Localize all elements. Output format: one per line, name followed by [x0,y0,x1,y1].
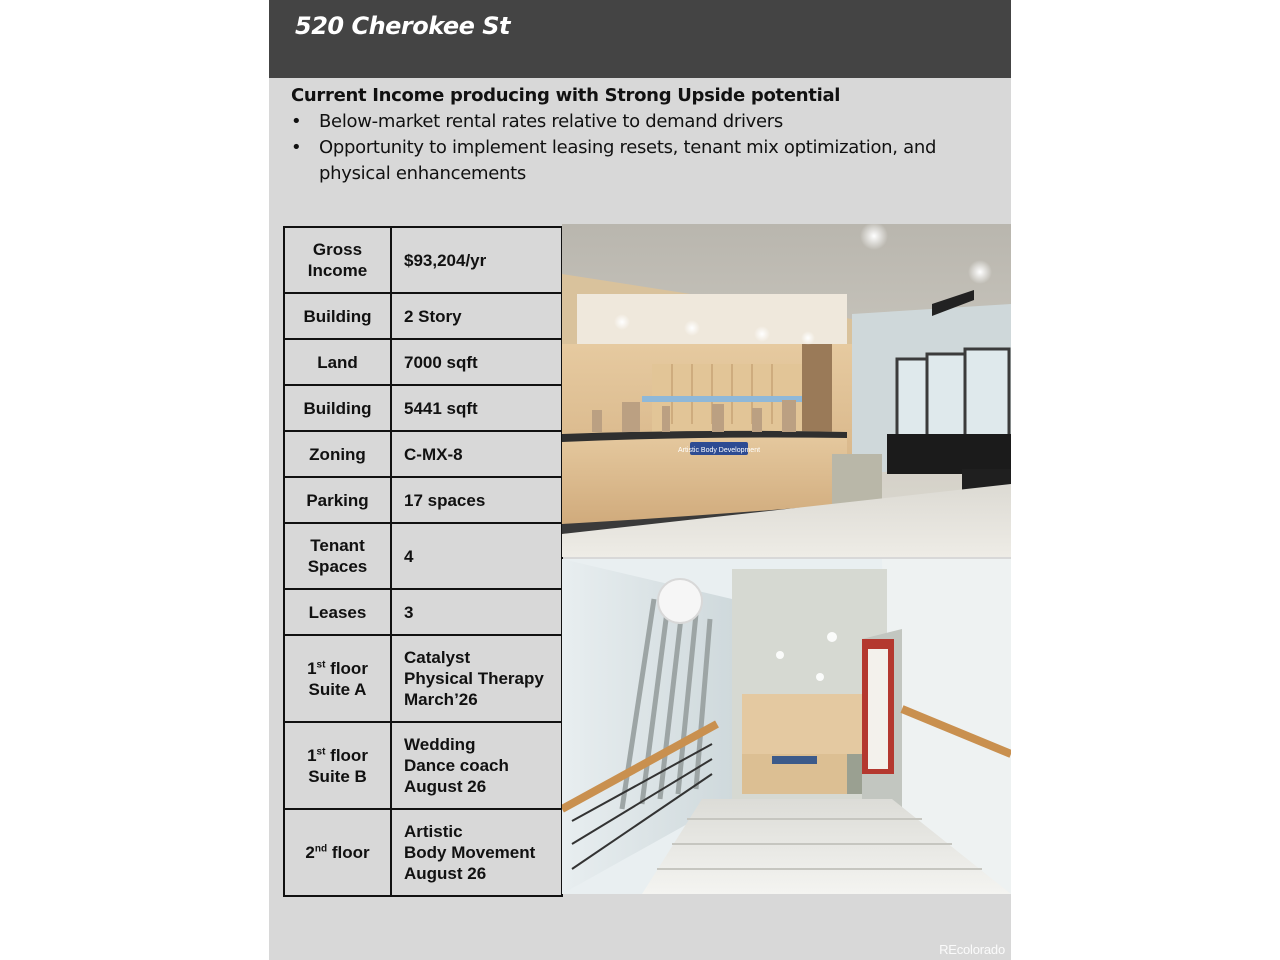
property-facts-table [283,226,563,897]
table-row [284,339,562,385]
floor-number: 1 [307,658,317,678]
floor-word: floor [325,658,368,678]
title-bar [269,0,1011,78]
fact-label: Building [284,385,391,431]
suite-name: Suite A [308,679,367,699]
table-row [284,431,562,477]
stairway-photo-drawing [562,559,1011,894]
fact-label: Zoning [284,431,391,477]
floor-word: floor [327,843,370,862]
fact-value [391,635,562,722]
stairway-photo [562,559,1011,894]
reception-sign-text: Artistic Body Development [677,447,761,454]
lease-date: August 26 [404,777,487,796]
fact-label: Building [284,293,391,339]
tenant-line: Dance coach [404,756,509,775]
fact-value [391,809,562,896]
tenant-line: Wedding [404,735,476,754]
table-row [284,293,562,339]
fact-label [284,635,391,722]
bullet-text: Opportunity to implement leasing resets, tenant mix optimization, and physical enhancements [319,137,937,184]
tenant-line: Catalyst [404,648,471,667]
table-row [284,635,562,722]
fact-value: 2 Story [391,293,562,339]
fact-value: 3 [391,589,562,635]
fact-label: Land [284,339,391,385]
ordinal-suffix: st [316,745,326,757]
fact-label [284,809,391,896]
table-row [284,589,562,635]
bullet-item [291,135,991,187]
ordinal-suffix: nd [314,843,328,855]
fact-label: Leases [284,589,391,635]
fact-value: $93,204/yr [391,227,562,293]
floor-word: floor [325,745,368,765]
floor-number: 2 [305,843,315,862]
suite-name: Suite B [308,766,367,786]
table-row [284,523,562,589]
lease-date: August 26 [404,864,487,883]
reception-photo [562,224,1011,557]
property-address-title: 520 Cherokee St [295,12,511,40]
reception-photo-drawing [562,224,1011,557]
fact-label [284,722,391,809]
bullet-dot: • [291,137,302,158]
fact-value: C-MX-8 [391,431,562,477]
table-row [284,385,562,431]
fact-label: Gross Income [284,227,391,293]
tenant-line: Physical Therapy [404,669,544,688]
fact-value [391,722,562,809]
fact-label: Tenant Spaces [284,523,391,589]
fact-value: 5441 sqft [391,385,562,431]
watermark: REcolorado [939,942,1005,957]
ordinal-suffix: st [316,658,326,670]
intro-section [291,83,991,187]
bullet-item [291,109,991,135]
fact-label: Parking [284,477,391,523]
listing-slide [269,0,1011,960]
lease-date: March’26 [404,690,478,709]
table-row [284,722,562,809]
table-row [284,477,562,523]
bullet-dot: • [291,111,302,132]
bullet-text: Below-market rental rates relative to demand drivers [319,111,783,132]
floor-number: 1 [307,745,317,765]
fact-value: 17 spaces [391,477,562,523]
intro-heading: Current Income producing with Strong Upside potential [291,85,841,106]
tenant-line: Body Movement [404,843,536,862]
fact-value: 7000 sqft [391,339,562,385]
intro-bullet-list [291,109,991,187]
table-row [284,809,562,896]
table-row [284,227,562,293]
tenant-line: Artistic [404,822,463,841]
fact-value: 4 [391,523,562,589]
